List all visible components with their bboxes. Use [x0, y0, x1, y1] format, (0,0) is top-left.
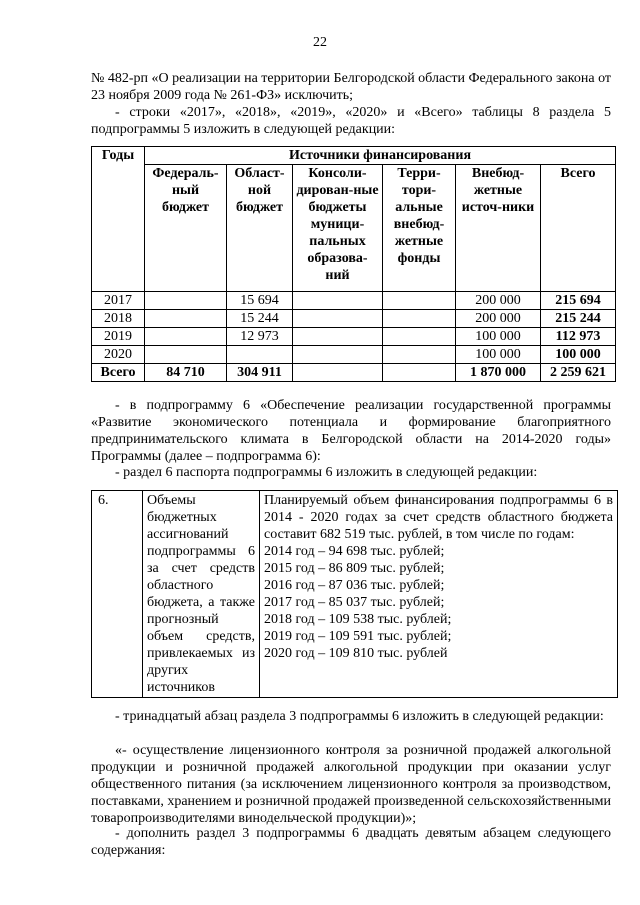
label-line: Объемы — [147, 493, 196, 508]
year-line: 2016 год – 87 036 тыс. рублей; — [264, 578, 445, 593]
passport-content — [260, 491, 618, 698]
cell-extra: 200 000 — [456, 292, 541, 310]
label-line: ассигнований — [147, 527, 229, 542]
middle-paragraph-2: - раздел 6 паспорта подпрограммы 6 изложить в следующей редакции: — [115, 465, 538, 480]
year-line: 2014 год – 94 698 тыс. рублей; — [264, 544, 445, 559]
intro-paragraph-1: № 482-рп «О реализации на территории Белгородской области Федерального закона от 23 ноября 2009 года № 261-ФЗ» исключить; — [91, 71, 611, 103]
label-line: за счет средств — [147, 561, 255, 576]
cell-year: 2019 — [92, 328, 145, 346]
table-row-total — [92, 364, 616, 382]
passport-label — [143, 491, 260, 698]
cell-municipal — [293, 346, 383, 364]
cell-year: Всего — [92, 364, 145, 382]
cell-territorial — [383, 310, 456, 328]
cell-federal — [145, 292, 227, 310]
cell-total: 215 694 — [541, 292, 616, 310]
table-row — [92, 292, 616, 310]
cell-year: 2018 — [92, 310, 145, 328]
closing-paragraph-2: «- осуществление лицензионного контроля за розничной продажей алкогольной продукции и розничной продажей алкогольной продукции при оказании услуг общественного питания (за исключением лицензионного контроля за производством, поставками, хранением и розничной продажей произведенной сельскохозяйственными товаропроизводителями винодельческой продукции)»; — [91, 743, 612, 826]
cell-regional: 15 694 — [227, 292, 293, 310]
label-line: прогнозный — [147, 612, 219, 627]
year-line: 2020 год – 109 810 тыс. рублей — [264, 646, 448, 661]
label-line: подпрограммы 6 — [147, 544, 255, 559]
table-row — [92, 328, 616, 346]
financing-table — [91, 146, 616, 382]
cell-federal — [145, 328, 227, 346]
header-municipal: Консоли-дирован-ные бюджеты муници-пальных образова-ний — [293, 165, 383, 292]
year-line: 2017 год – 85 037 тыс. рублей; — [264, 595, 445, 610]
header-sources: Источники финансирования — [145, 147, 616, 165]
cell-regional — [227, 346, 293, 364]
cell-total: 112 973 — [541, 328, 616, 346]
year-line: 2018 год – 109 538 тыс. рублей; — [264, 612, 452, 627]
middle-paragraph-1: - в подпрограмму 6 «Обеспечение реализации государственной программы «Развитие экономического потенциала и формирование благоприятного предпринимательского климата в Белгородской области на 2014-2020 годы» Программы (далее – подпрограмма 6): — [91, 398, 611, 464]
label-line: бюджетных — [147, 510, 217, 525]
header-regional: Област-ной бюджет — [227, 165, 293, 292]
cell-federal: 84 710 — [145, 364, 227, 382]
cell-territorial — [383, 292, 456, 310]
label-line: других — [147, 663, 189, 678]
closing-paragraph-3: - дополнить раздел 3 подпрограммы 6 двадцать девятым абзацем следующего содержания: — [91, 826, 611, 858]
cell-extra: 100 000 — [456, 328, 541, 346]
header-total: Всего — [541, 165, 616, 292]
page-number: 22 — [313, 35, 327, 50]
cell-extra: 1 870 000 — [456, 364, 541, 382]
year-line: 2015 год – 86 809 тыс. рублей; — [264, 561, 445, 576]
cell-extra: 100 000 — [456, 346, 541, 364]
cell-territorial — [383, 364, 456, 382]
cell-municipal — [293, 310, 383, 328]
closing-paragraph-1: - тринадцатый абзац раздела 3 подпрограммы 6 изложить в следующей редакции: — [115, 709, 604, 724]
year-line: 2019 год – 109 591 тыс. рублей; — [264, 629, 452, 644]
label-line: источников — [147, 680, 216, 695]
header-territorial: Терри-тори-альные внебюд-жетные фонды — [383, 165, 456, 292]
cell-municipal — [293, 328, 383, 346]
cell-total: 215 244 — [541, 310, 616, 328]
header-extrabudget: Внебюд-жетные источ-ники — [456, 165, 541, 292]
cell-territorial — [383, 328, 456, 346]
cell-regional: 12 973 — [227, 328, 293, 346]
cell-municipal — [293, 364, 383, 382]
cell-territorial — [383, 346, 456, 364]
cell-total: 2 259 621 — [541, 364, 616, 382]
cell-total: 100 000 — [541, 346, 616, 364]
cell-federal — [145, 346, 227, 364]
header-federal: Федераль-ный бюджет — [145, 165, 227, 292]
table-row — [92, 310, 616, 328]
intro-paragraph-2: - строки «2017», «2018», «2019», «2020» и «Всего» таблицы 8 раздела 5 подпрограммы 5 изложить в следующей редакции: — [91, 105, 611, 137]
cell-year: 2017 — [92, 292, 145, 310]
passport-number: 6. — [92, 491, 143, 698]
label-line: объем средств, — [147, 629, 255, 644]
cell-extra: 200 000 — [456, 310, 541, 328]
cell-municipal — [293, 292, 383, 310]
cell-federal — [145, 310, 227, 328]
label-line: бюджета, а также — [147, 595, 255, 610]
cell-regional: 15 244 — [227, 310, 293, 328]
table-row — [92, 346, 616, 364]
label-line: привлекаемых из — [147, 646, 255, 661]
content-intro: Планируемый объем финансирования подпрограммы 6 в 2014 - 2020 годах за счет средств областного бюджета составит 682 519 тыс. рублей, в том числе по годам: — [264, 493, 613, 542]
label-line: областного — [147, 578, 214, 593]
cell-year: 2020 — [92, 346, 145, 364]
cell-regional: 304 911 — [227, 364, 293, 382]
passport-table — [91, 490, 618, 698]
header-years: Годы — [92, 147, 145, 292]
